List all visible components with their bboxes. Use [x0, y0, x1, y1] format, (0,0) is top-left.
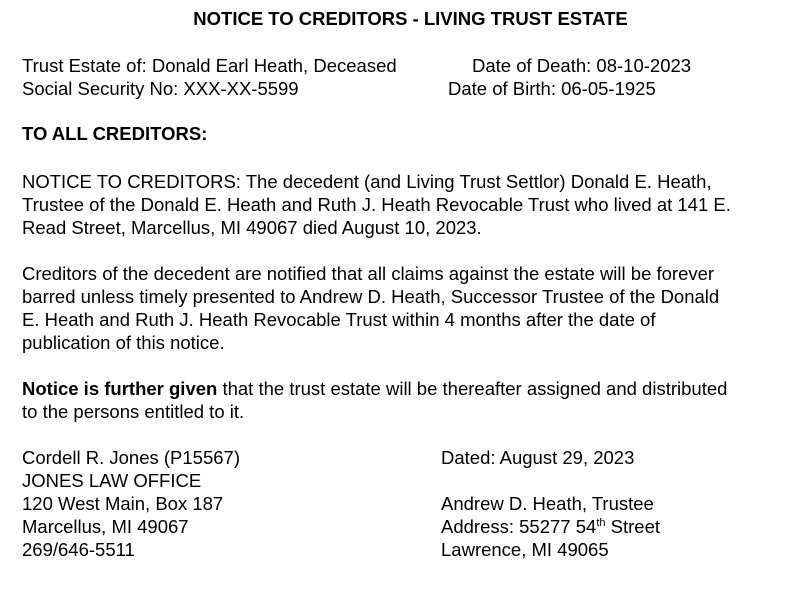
paragraph-line: Trustee of the Donald E. Heath and Ruth J. Heath Revocable Trust who lived at 141 E.: [22, 194, 731, 215]
paragraph-line: barred unless timely presented to Andrew D. Heath, Successor Trustee of the Donald: [22, 286, 720, 307]
trustee-address-prefix: Address: 55277 54: [441, 516, 597, 537]
notice-title: NOTICE TO CREDITORS - LIVING TRUST ESTATE: [193, 8, 628, 29]
paragraph-line: NOTICE TO CREDITORS: The decedent (and Living Trust Settlor) Donald E. Heath,: [22, 171, 712, 192]
paragraph-line: to the persons entitled to it.: [22, 401, 245, 422]
further-notice-bold: Notice is further given: [22, 378, 218, 399]
date-of-birth: Date of Birth: 06-05-1925: [448, 78, 656, 99]
paragraph-decedent: [22, 170, 797, 239]
trustee-city: Lawrence, MI 49065: [441, 539, 609, 560]
trustee-name: Andrew D. Heath, Trustee: [441, 493, 654, 514]
paragraph-line: E. Heath and Ruth J. Heath Revocable Trust within 4 months after the date of: [22, 309, 656, 330]
paragraph-further-notice: [22, 377, 797, 423]
estate-row: [22, 54, 692, 77]
attorney-city: Marcellus, MI 49067: [22, 516, 189, 537]
attorney-name: Cordell R. Jones (P15567): [22, 447, 240, 468]
paragraph-line: Read Street, Marcellus, MI 49067 died August 10, 2023.: [22, 217, 482, 238]
trustee-address: [441, 515, 660, 538]
trust-estate-of: Trust Estate of: Donald Earl Heath, Deceased: [22, 55, 397, 76]
paragraph-line: Creditors of the decedent are notified that all claims against the estate will be forever: [22, 263, 715, 284]
further-notice-rest: that the trust estate will be thereafter assigned and distributed: [217, 378, 728, 399]
dated: Dated: August 29, 2023: [441, 447, 635, 468]
attorney-firm: JONES LAW OFFICE: [22, 470, 202, 491]
ssn-row: [22, 77, 656, 100]
paragraph-line: publication of this notice.: [22, 332, 225, 353]
paragraph-claims: [22, 262, 797, 354]
trustee-address-suffix: Street: [605, 516, 660, 537]
attorney-phone: 269/646-5511: [22, 539, 135, 560]
paragraph-line: [22, 377, 797, 400]
to-all-creditors-heading: TO ALL CREDITORS:: [22, 123, 208, 144]
attorney-street: 120 West Main, Box 187: [22, 493, 224, 514]
social-security-no: Social Security No: XXX-XX-5599: [22, 78, 299, 99]
date-of-death: Date of Death: 08-10-2023: [472, 55, 692, 76]
trustee-address-sup: th: [596, 517, 606, 529]
